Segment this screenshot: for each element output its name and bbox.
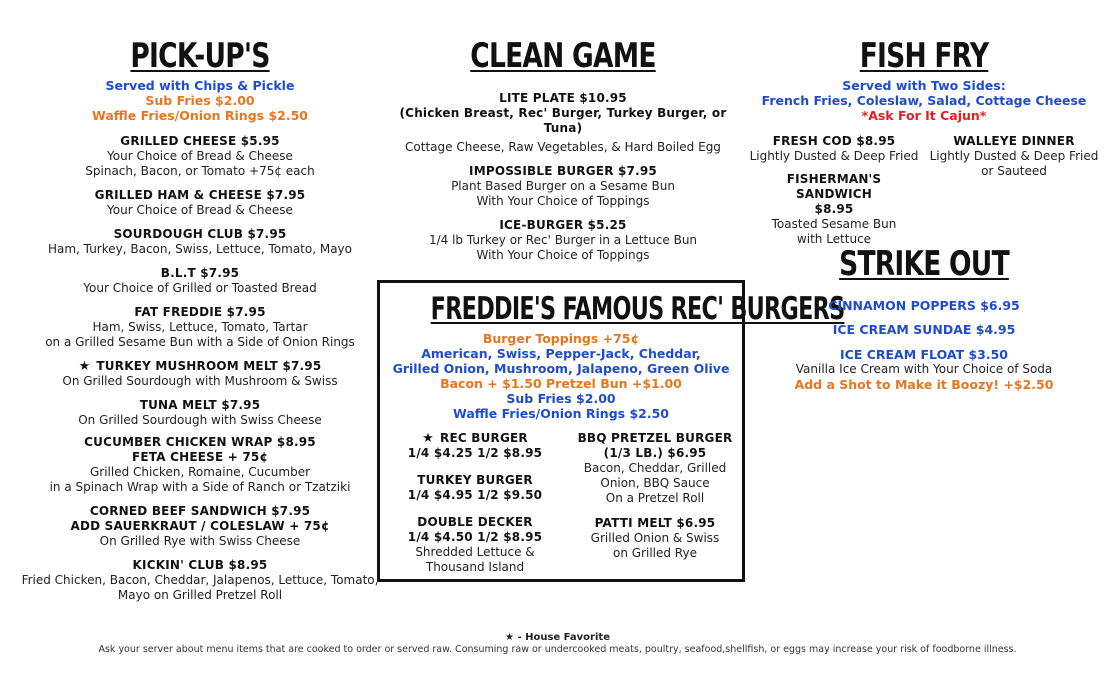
star-icon: ★	[422, 431, 434, 446]
pickups-waffle: Waffle Fries/Onion Rings $2.50	[92, 108, 308, 123]
menu-item: IMPOSSIBLE BURGER $7.95 Plant Based Burger on a Sesame Bun With Your Choice of Toppings	[451, 164, 675, 208]
pickups-served: Served with Chips & Pickle	[105, 78, 295, 93]
strike-out-title: STRIKE OUT	[839, 244, 1009, 284]
menu-item: TUNA MELT $7.95 On Grilled Sourdough with Swiss Cheese	[78, 398, 322, 427]
dessert-item: ICE CREAM FLOAT $3.50	[840, 347, 1008, 362]
fish-served: Served with Two Sides:	[842, 78, 1006, 93]
pickups-sub-fries: Sub Fries $2.00	[145, 93, 255, 108]
menu-item: ICE-BURGER $5.25 1/4 lb Turkey or Rec' Burger in a Lettuce Bun With Your Choice of Toppings	[428, 218, 698, 262]
burger-toppings: Burger Toppings +75¢	[482, 331, 640, 346]
burger-items-left	[386, 431, 564, 575]
pickups-title: PICK-UP'S	[130, 36, 270, 76]
menu-item: FISHERMAN'S SANDWICH $8.95 Toasted Sesame Bun with Lettuce	[771, 172, 897, 246]
clean-game-section	[383, 36, 743, 263]
strike-out-section	[748, 244, 1100, 392]
disclaimer: Ask your server about menu items that are cooked to order or served raw. Consuming raw or undercooked meats, poultry, seafood,shellfish, or eggs may increase your risk of foodborne illness.	[98, 644, 1017, 655]
menu-item: TURKEY BURGER 1/4 $4.95 1/2 $9.50	[407, 473, 543, 502]
burger-toppings-list: American, Swiss, Pepper-Jack, Cheddar,	[421, 346, 701, 361]
pickups-section	[20, 36, 380, 603]
clean-game-title: CLEAN GAME	[470, 36, 656, 76]
house-favorite-legend: ★ - House Favorite	[505, 632, 610, 643]
fish-fry-section	[748, 36, 1100, 123]
menu-item: WALLEYE DINNER Lightly Dusted & Deep Fried or Sauteed	[929, 134, 1099, 178]
star-icon: ★	[78, 359, 91, 374]
menu-item: DOUBLE DECKER 1/4 $4.50 1/2 $8.95 Shredded Lettuce & Thousand Island	[407, 515, 543, 574]
burger-items-right	[568, 431, 742, 561]
menu-item: FRESH COD $8.95 Lightly Dusted & Deep Fried	[749, 134, 919, 163]
burgers-section	[377, 280, 845, 582]
burger-bacon-pretzel: Bacon + $1.50 Pretzel Bun +$1.00	[440, 376, 682, 391]
menu-item: ★ TURKEY MUSHROOM MELT $7.95 On Grilled Sourdough with Mushroom & Swiss	[62, 359, 338, 388]
menu-item: CUCUMBER CHICKEN WRAP $8.95 FETA CHEESE + 75¢ Grilled Chicken, Romaine, Cucumber in a Spinach Wrap with a Side of Ranch or Tzatziki	[49, 435, 351, 494]
dessert-item: ICE CREAM SUNDAE $4.95	[832, 322, 1016, 337]
menu-item: GRILLED HAM & CHEESE $7.95 Your Choice of Bread & Cheese	[94, 188, 306, 217]
burger-toppings-list: Grilled Onion, Mushroom, Jalapeno, Green Olive	[392, 361, 730, 376]
menu-item: LITE PLATE $10.95 (Chicken Breast, Rec' Burger, Turkey Burger, or Tuna) Cottage Cheese, Raw Vegetables, & Hard Boiled Egg	[399, 91, 727, 154]
footer	[0, 632, 1115, 656]
menu-item: CORNED BEEF SANDWICH $7.95 ADD SAUERKRAUT / COLESLAW + 75¢ On Grilled Rye with Swiss Cheese	[70, 504, 330, 548]
fish-cajun: *Ask For It Cajun*	[861, 108, 987, 123]
menu-item: B.L.T $7.95 Your Choice of Grilled or Toasted Bread	[83, 266, 317, 295]
burgers-title: FREDDIE'S FAMOUS REC' BURGERS	[430, 291, 845, 327]
menu-item: BBQ PRETZEL BURGER (1/3 LB.) $6.95 Bacon, Cheddar, Grilled Onion, BBQ Sauce On a Pretzel Roll	[577, 431, 733, 505]
menu-item: PATTI MELT $6.95 Grilled Onion & Swiss on Grilled Rye	[590, 516, 720, 560]
boozy-addon: Add a Shot to Make it Boozy! +$2.50	[794, 377, 1054, 392]
dessert-item: CINNAMON POPPERS $6.95	[828, 298, 1020, 313]
menu-item: FAT FREDDIE $7.95 Ham, Swiss, Lettuce, Tomato, Tartar on a Grilled Sesame Bun with a Side of Onion Rings	[45, 305, 355, 349]
fish-sides: French Fries, Coleslaw, Salad, Cottage Cheese	[761, 93, 1087, 108]
burger-sub-fries: Sub Fries $2.00	[506, 391, 616, 406]
float-description: Vanilla Ice Cream with Your Choice of Soda	[795, 362, 1053, 376]
menu-item: GRILLED CHEESE $5.95 Your Choice of Bread & Cheese Spinach, Bacon, or Tomato +75¢ each	[85, 134, 315, 178]
menu-item: SOURDOUGH CLUB $7.95 Ham, Turkey, Bacon, Swiss, Lettuce, Tomato, Mayo	[47, 227, 353, 256]
menu-item: ★ REC BURGER 1/4 $4.25 1/2 $8.95	[407, 431, 543, 460]
fish-fry-title: FISH FRY	[859, 36, 989, 76]
menu-item: KICKIN' CLUB $8.95 Fried Chicken, Bacon, Cheddar, Jalapenos, Lettuce, Tomato, Mayo on Grilled Pretzel Roll	[21, 558, 379, 602]
burger-waffle: Waffle Fries/Onion Rings $2.50	[453, 406, 669, 421]
